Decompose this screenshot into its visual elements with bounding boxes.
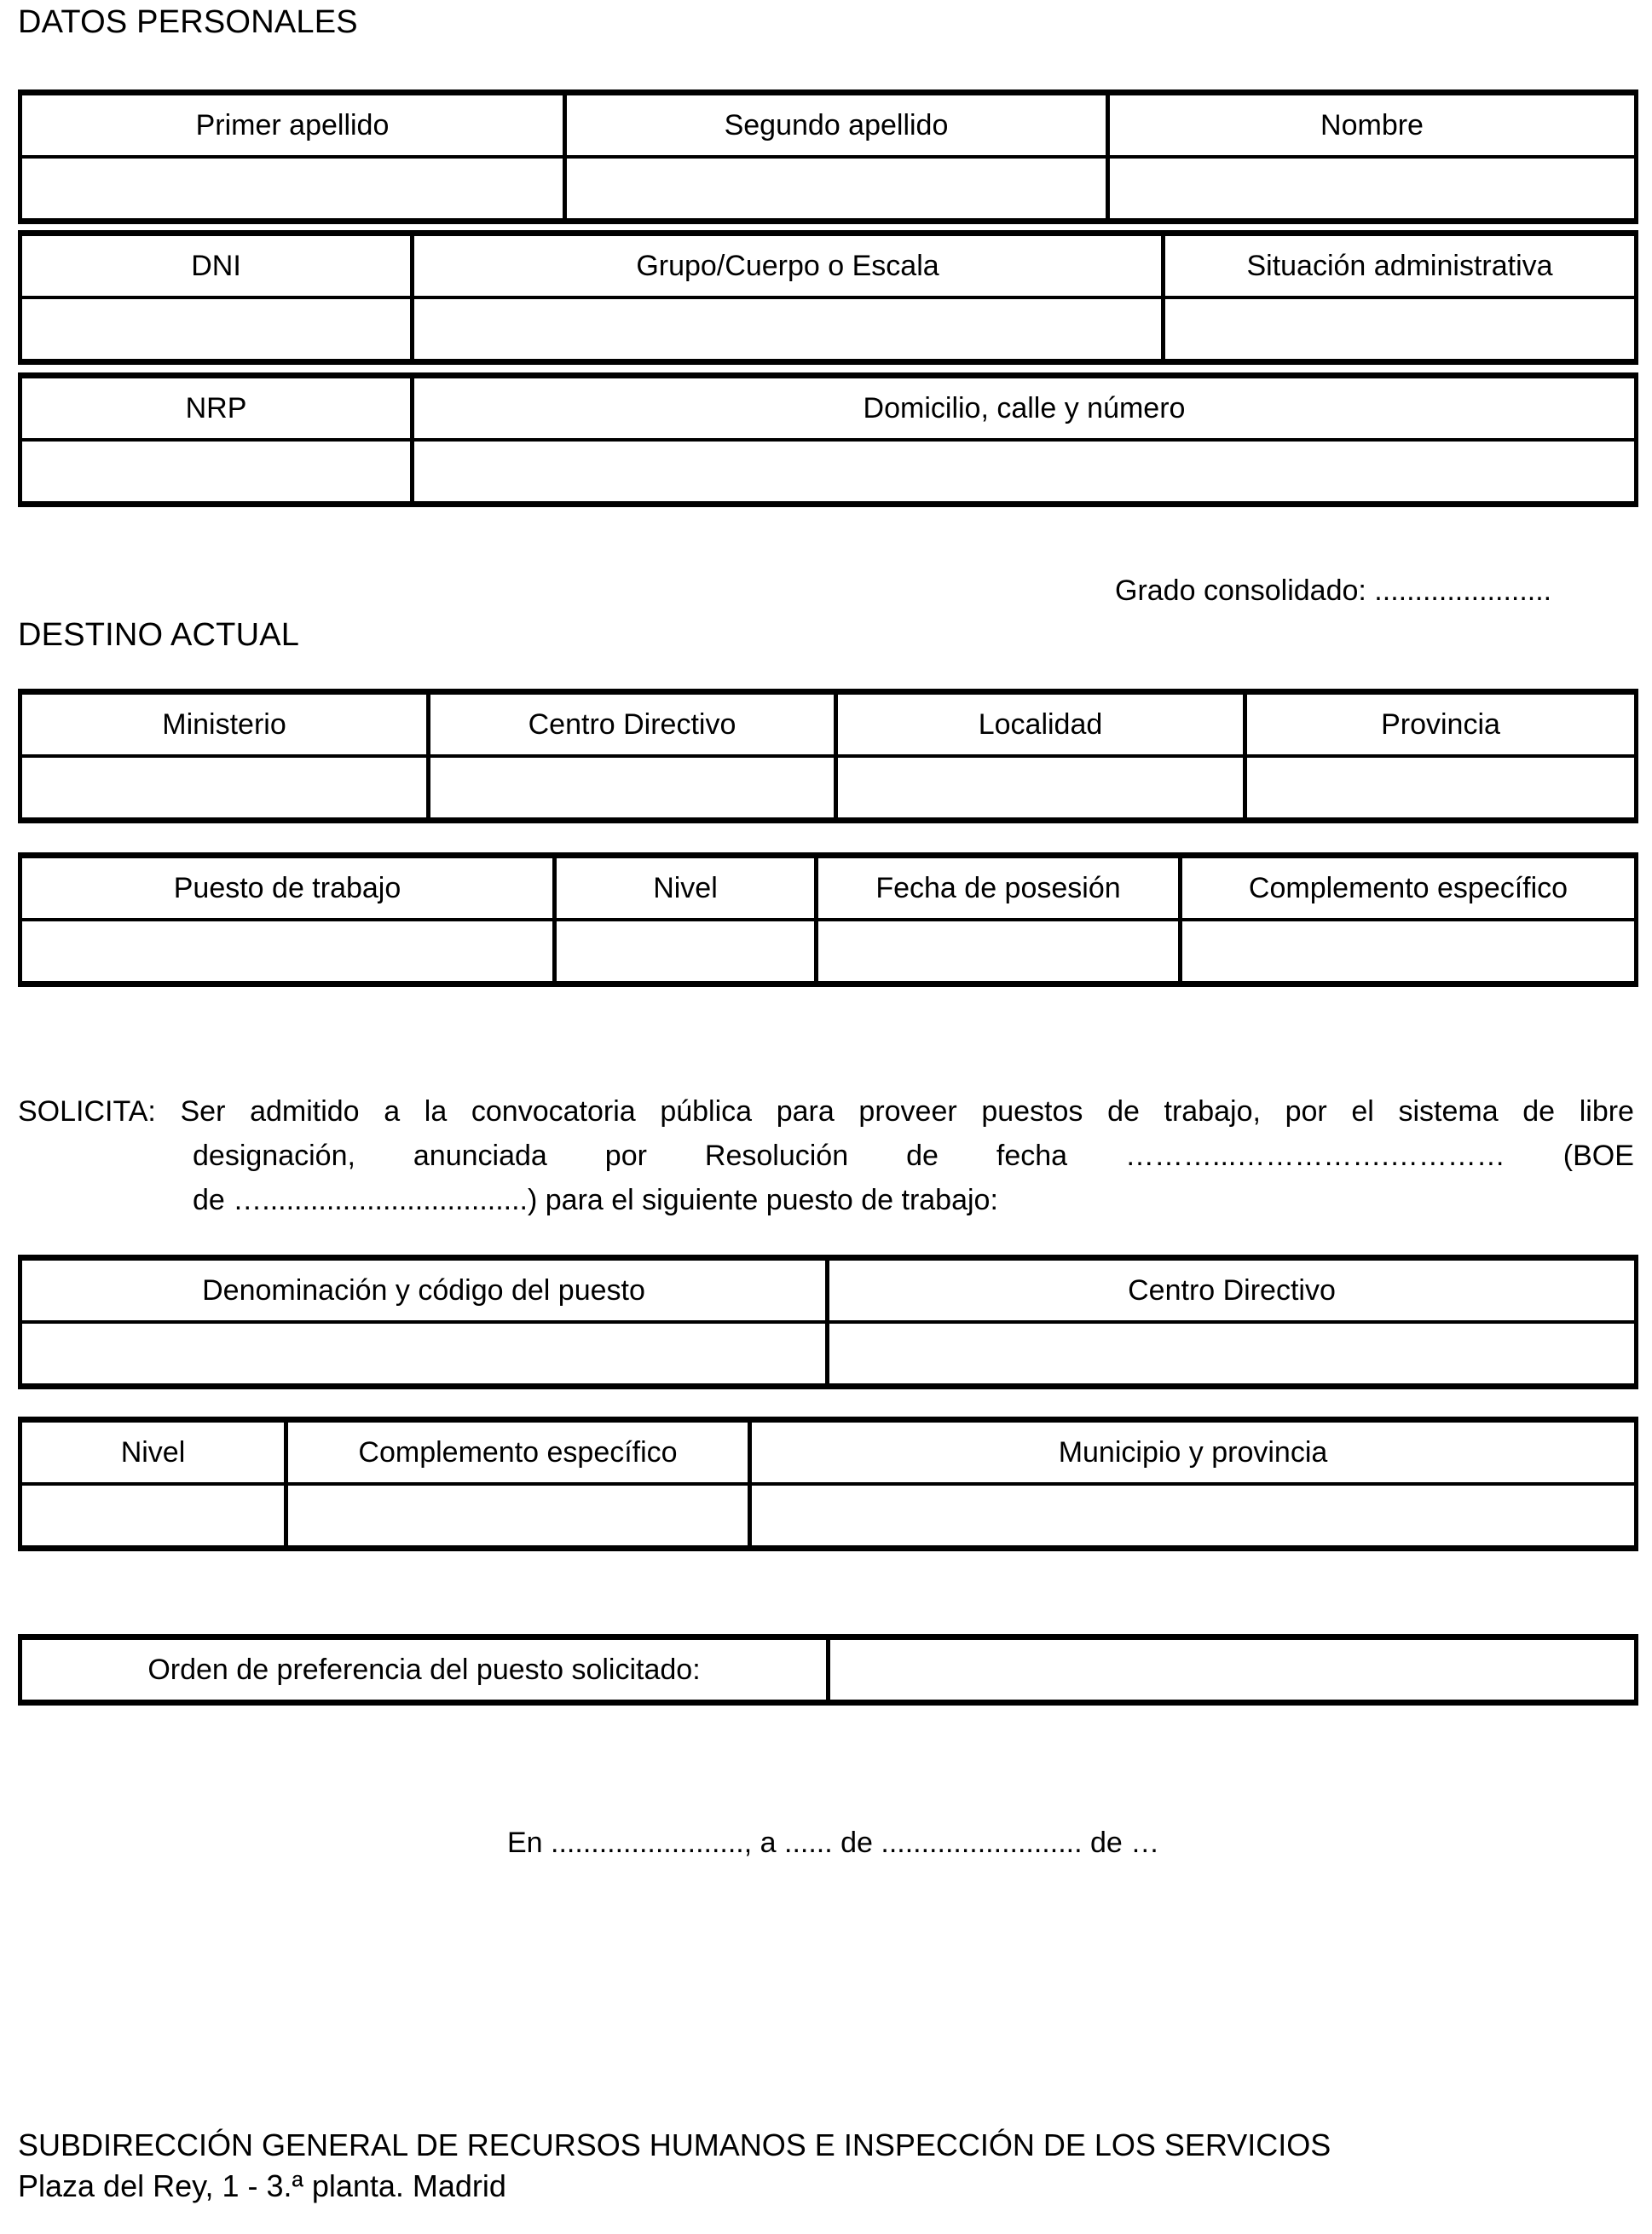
table-row xyxy=(20,1420,1637,1485)
solicita-word: designación, xyxy=(193,1140,355,1172)
input-cell-segundo-apellido[interactable] xyxy=(565,157,1108,222)
table-row xyxy=(20,692,1637,757)
grado-consolidado-label: Grado consolidado: ...................... xyxy=(1115,574,1552,607)
header-cell-domicilio: Domicilio, calle y número xyxy=(413,376,1637,441)
header-cell-fecha-de-posesion: Fecha de posesión xyxy=(817,856,1181,921)
section-title-destino-actual: DESTINO ACTUAL xyxy=(18,617,300,653)
table-puesto-solicitado-nivel xyxy=(18,1417,1638,1551)
header-cell-nivel: Nivel xyxy=(555,856,817,921)
solicita-word: fecha xyxy=(996,1140,1068,1172)
input-cell-denominacion-codigo-puesto[interactable] xyxy=(20,1322,828,1387)
header-cell-localidad: Localidad xyxy=(836,692,1245,757)
solicita-word: Resolución xyxy=(704,1140,849,1172)
solicita-word: trabajo, xyxy=(1164,1095,1261,1128)
table-row xyxy=(20,1484,1637,1549)
solicita-word: Ser xyxy=(180,1095,226,1128)
solicita-line-3 xyxy=(18,1178,1634,1222)
input-cell-ministerio[interactable] xyxy=(20,756,429,821)
input-cell-grupo-cuerpo-escala[interactable] xyxy=(413,297,1164,362)
table-row xyxy=(20,1258,1637,1323)
input-cell-nivel[interactable] xyxy=(555,920,817,984)
header-cell-complemento-especifico-solicitado: Complemento específico xyxy=(286,1420,750,1485)
solicita-paragraph xyxy=(18,1089,1634,1222)
solicita-line-3-text: de ….................................) para el siguiente puesto de trabajo: xyxy=(193,1184,998,1216)
solicita-word: puestos xyxy=(981,1095,1083,1128)
header-cell-nrp: NRP xyxy=(20,376,413,441)
solicita-word: de xyxy=(1107,1095,1140,1128)
solicita-word: de xyxy=(906,1140,939,1172)
table-row xyxy=(20,440,1637,505)
input-cell-orden-preferencia[interactable] xyxy=(829,1637,1637,1703)
header-cell-denominacion-codigo-puesto: Denominación y código del puesto xyxy=(20,1258,828,1323)
label-orden-preferencia: Orden de preferencia del puesto solicitado: xyxy=(20,1637,829,1703)
section-title-datos-personales: DATOS PERSONALES xyxy=(18,4,358,40)
table-row xyxy=(20,93,1637,158)
input-cell-nrp[interactable] xyxy=(20,440,413,505)
table-row xyxy=(20,376,1637,441)
solicita-word: el xyxy=(1351,1095,1374,1128)
table-row xyxy=(20,157,1637,222)
solicita-line-2 xyxy=(18,1134,1634,1178)
solicita-word: por xyxy=(1285,1095,1327,1128)
table-row xyxy=(20,756,1637,821)
input-cell-dni[interactable] xyxy=(20,297,413,362)
solicita-line-1 xyxy=(18,1089,1634,1134)
solicita-word: (BOE xyxy=(1562,1140,1634,1172)
table-row xyxy=(20,856,1637,921)
table-datos-personales-dni xyxy=(18,230,1638,365)
input-cell-nombre[interactable] xyxy=(1108,157,1637,222)
table-row xyxy=(20,234,1637,298)
header-cell-grupo-cuerpo-escala: Grupo/Cuerpo o Escala xyxy=(413,234,1164,298)
solicita-word: convocatoria xyxy=(471,1095,636,1128)
footer-address: Plaza del Rey, 1 - 3.ª planta. Madrid xyxy=(18,2168,506,2203)
solicita-word: pública xyxy=(660,1095,753,1128)
table-puesto-solicitado xyxy=(18,1255,1638,1389)
header-cell-nivel-solicitado: Nivel xyxy=(20,1420,286,1485)
table-row xyxy=(20,1322,1637,1387)
solicita-word: a xyxy=(384,1095,401,1128)
solicita-word: libre xyxy=(1579,1095,1634,1128)
table-destino-actual-puesto xyxy=(18,852,1638,987)
solicita-blank-fecha[interactable]: ………...…………….………… xyxy=(1125,1140,1505,1172)
table-destino-actual xyxy=(18,689,1638,823)
solicita-word: por xyxy=(604,1140,647,1172)
footer-organization: SUBDIRECCIÓN GENERAL DE RECURSOS HUMANOS E INSPECCIÓN DE LOS SERVICIOS xyxy=(18,2127,1331,2162)
input-cell-localidad[interactable] xyxy=(836,756,1245,821)
input-cell-fecha-de-posesion[interactable] xyxy=(817,920,1181,984)
input-cell-nivel-solicitado[interactable] xyxy=(20,1484,286,1549)
header-cell-complemento-especifico: Complemento específico xyxy=(1181,856,1637,921)
header-cell-segundo-apellido: Segundo apellido xyxy=(565,93,1108,158)
solicita-word: para xyxy=(776,1095,835,1128)
header-cell-dni: DNI xyxy=(20,234,413,298)
header-cell-primer-apellido: Primer apellido xyxy=(20,93,565,158)
header-cell-ministerio: Ministerio xyxy=(20,692,429,757)
table-datos-personales-nrp xyxy=(18,372,1638,507)
input-cell-complemento-especifico[interactable] xyxy=(1181,920,1637,984)
table-datos-personales xyxy=(18,89,1638,224)
solicita-word: la xyxy=(424,1095,448,1128)
solicita-word: admitido xyxy=(250,1095,360,1128)
input-cell-complemento-especifico-solicitado[interactable] xyxy=(286,1484,750,1549)
place-date-line: En ........................, a ...... de ......................... de … xyxy=(507,1827,1160,1859)
solicita-label: SOLICITA: xyxy=(18,1095,156,1128)
header-cell-centro-directivo-solicitado: Centro Directivo xyxy=(828,1258,1637,1323)
input-cell-centro-directivo-solicitado[interactable] xyxy=(828,1322,1637,1387)
header-cell-puesto-de-trabajo: Puesto de trabajo xyxy=(20,856,555,921)
table-row xyxy=(20,920,1637,984)
solicita-word: anunciada xyxy=(413,1140,547,1172)
table-orden-preferencia xyxy=(18,1634,1638,1706)
solicita-word: proveer xyxy=(858,1095,957,1128)
input-cell-puesto-de-trabajo[interactable] xyxy=(20,920,555,984)
solicita-word: de xyxy=(1522,1095,1556,1128)
table-row xyxy=(20,297,1637,362)
solicita-word: sistema xyxy=(1398,1095,1499,1128)
input-cell-domicilio[interactable] xyxy=(413,440,1637,505)
input-cell-primer-apellido[interactable] xyxy=(20,157,565,222)
header-cell-nombre: Nombre xyxy=(1108,93,1637,158)
input-cell-municipio-provincia[interactable] xyxy=(750,1484,1637,1549)
header-cell-situacion-administrativa: Situación administrativa xyxy=(1164,234,1637,298)
header-cell-centro-directivo: Centro Directivo xyxy=(429,692,836,757)
input-cell-situacion-administrativa[interactable] xyxy=(1164,297,1637,362)
input-cell-provincia[interactable] xyxy=(1245,756,1637,821)
table-row xyxy=(20,1637,1637,1703)
header-cell-provincia: Provincia xyxy=(1245,692,1637,757)
input-cell-centro-directivo[interactable] xyxy=(429,756,836,821)
header-cell-municipio-provincia: Municipio y provincia xyxy=(750,1420,1637,1485)
